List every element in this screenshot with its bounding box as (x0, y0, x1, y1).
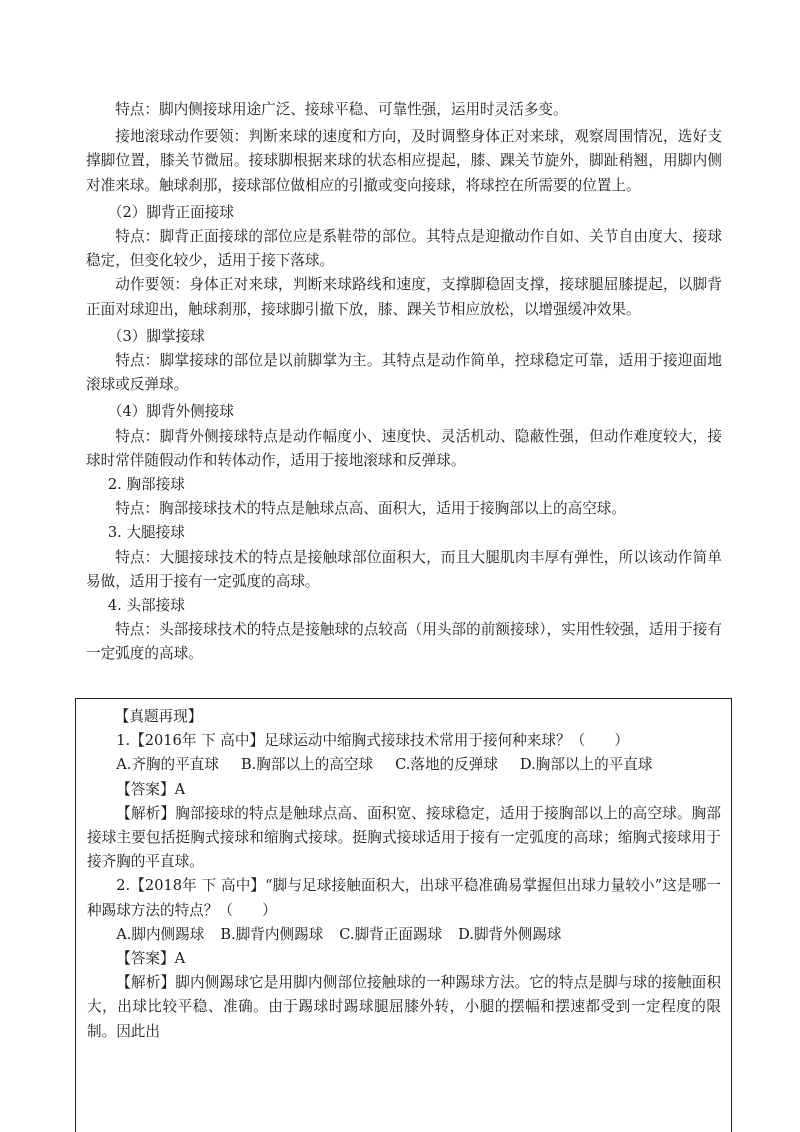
subheading-chest-trap: 2. 胸部接球 (107, 476, 185, 494)
paragraph-thigh-feature: 特点：大腿接球技术的特点是接触球部位面积大，而且大腿肌肉丰厚有弹性，所以该动作简单易做，适用于接有一定弧度的高球。 (86, 548, 722, 590)
paragraph-instep-technique: 动作要领：身体正对来球，判断来球路线和速度，支撑脚稳固支撑，接球腿屈膝提起，以脚背正面对球迎出，触球刹那，接球脚引撤下放，膝、踝关节相应放松，以增强缓冲效果。 (86, 276, 722, 318)
question-2-stem: 2.【2018年 下 高中】“脚与足球接触面积大，出球平稳准确易掌握但出球力量较小”这是哪一种踢球方法的特点？（ ） (87, 877, 721, 919)
question-2-option-c: C.脚背正面踢球 (339, 925, 443, 943)
question-1-options (87, 753, 721, 777)
question-2-option-d: D.脚背外侧踢球 (458, 925, 562, 943)
paragraph-inside-foot-feature: 特点：脚内侧接球用途广泛、接球平稳、可靠性强，运用时灵活多变。 (115, 101, 568, 118)
subheading-sole-trap: （3）脚掌接球 (107, 327, 205, 345)
question-1-option-b: B.胸部以上的高空球 (240, 756, 374, 774)
question-2-answer: 【答案】A (116, 950, 186, 968)
exam-box-title: 【真题再现】 (114, 708, 203, 725)
question-1-stem: 1.【2016年 下 高中】足球运动中缩胸式接球技术常用于接何种来球？（ ） (116, 732, 629, 750)
section-body (86, 98, 722, 667)
question-1-option-d: D.胸部以上的平直球 (519, 756, 653, 774)
subheading-thigh-trap: 3. 大腿接球 (107, 524, 185, 542)
paragraph-head-feature: 特点：头部接球技术的特点是接触球的点较高（用头部的前额接球），实用性较强，适用于接有一定弧度的高球。 (86, 621, 722, 663)
subheading-instep-trap: （2）脚背正面接球 (107, 203, 234, 221)
paragraph-instep-feature: 特点：脚背正面接球的部位应是系鞋带的部位。其特点是迎撤动作自如、关节自由度大、接球稳定，但变化较少，适用于接下落球。 (86, 228, 722, 270)
paragraph-sole-feature: 特点：脚掌接球的部位是以前脚掌为主。其特点是动作简单，控球稳定可靠，适用于接迎面地滚球或反弹球。 (86, 352, 722, 394)
question-1-option-a: A.齐胸的平直球 (116, 756, 219, 774)
question-2-option-a: A.脚内侧踢球 (116, 925, 205, 943)
question-1-analysis: 【解析】胸部接球的特点是触球点高、面积宽、接球稳定，适用于接胸部以上的高空球。胸部接球主要包括挺胸式接球和缩胸式接球。挺胸式接球适用于接有一定弧度的高球；缩胸式接球用于接齐胸的平直球。 (87, 804, 721, 871)
question-2-option-b: B.脚背内侧踢球 (220, 925, 324, 943)
question-1-option-c: C.落地的反弹球 (395, 756, 498, 774)
paragraph-chest-feature: 特点：胸部接球技术的特点是触球点高、面积大，适用于接胸部以上的高空球。 (115, 500, 626, 518)
question-1-answer: 【答案】A (116, 780, 186, 798)
question-2-options (87, 923, 721, 947)
exam-questions-box (75, 698, 732, 1132)
paragraph-outside-instep-feature: 特点：脚背外侧接球特点是动作幅度小、速度快、灵活机动、隐蔽性强，但动作难度较大，接球时常伴随假动作和转体动作，适用于接地滚球和反弹球。 (86, 427, 722, 469)
paragraph-ground-ball-technique: 接地滚球动作要领：判断来球的速度和方向，及时调整身体正对来球，观察周围情况，选好支撑脚位置，膝关节微屈。接球脚根据来球的状态相应提起，膝、踝关节旋外，脚趾稍翘，用脚内侧对准来球。触球刹那，接球部位做相应的引撤或变向接球，将球控在所需要的位置上。 (86, 128, 722, 194)
subheading-outside-instep-trap: （4）脚背外侧接球 (107, 403, 234, 421)
subheading-head-trap: 4. 头部接球 (107, 597, 185, 615)
question-2-analysis: 【解析】脚内侧踢球它是用脚内侧部位接触球的一种踢球方法。它的特点是脚与球的接触面积大，出球比较平稳、准确。由于踢球时踢球腿屈膝外转，小腿的摆幅和摆速都受到一定程度的限制。因此出 (87, 974, 721, 1040)
